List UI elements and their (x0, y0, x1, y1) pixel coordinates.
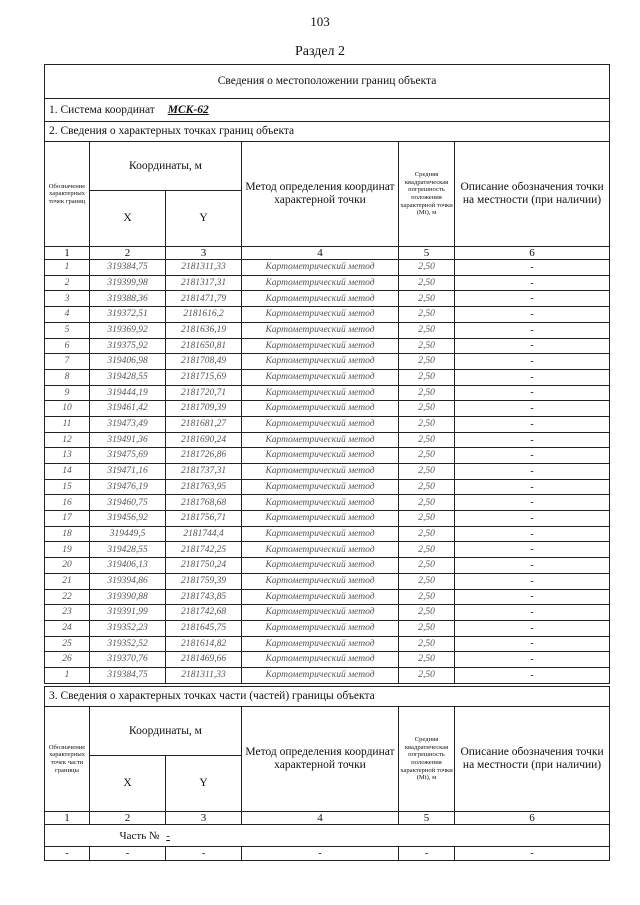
coord-y: 2181742,68 (166, 605, 242, 621)
point-number: 11 (45, 416, 90, 432)
point-number: 16 (45, 495, 90, 511)
coord-y: 2181690,24 (166, 432, 242, 448)
empty-cell: - (166, 847, 242, 861)
point-number: 2 (45, 275, 90, 291)
coord-x: 319475,69 (90, 448, 166, 464)
header-point-id: Обозначение характерных точек границ (45, 142, 90, 247)
col-number: 5 (399, 812, 455, 825)
point-number: 19 (45, 542, 90, 558)
point-number: 23 (45, 605, 90, 621)
point-number: 22 (45, 589, 90, 605)
method: Картометрический метод (242, 338, 399, 354)
table-row (45, 307, 610, 323)
empty-cell: - (455, 847, 610, 861)
description: - (455, 652, 610, 668)
col-number: 5 (399, 247, 455, 260)
coord-y: 2181742,25 (166, 542, 242, 558)
description: - (455, 620, 610, 636)
table-row (45, 401, 610, 417)
method: Картометрический метод (242, 667, 399, 683)
coord-x: 319391,99 (90, 605, 166, 621)
coord-y: 2181650,81 (166, 338, 242, 354)
coord-x: 319460,75 (90, 495, 166, 511)
header-coords: Координаты, м (90, 707, 242, 756)
empty-cell: - (45, 847, 90, 861)
method: Картометрический метод (242, 495, 399, 511)
error-value: 2,50 (399, 464, 455, 480)
point-number: 26 (45, 652, 90, 668)
point-number: 21 (45, 573, 90, 589)
coord-x: 319406,98 (90, 354, 166, 370)
coord-x: 319473,49 (90, 416, 166, 432)
method: Картометрический метод (242, 401, 399, 417)
point-number: 6 (45, 338, 90, 354)
coord-y: 2181708,49 (166, 354, 242, 370)
coord-y: 2181471,79 (166, 291, 242, 307)
error-value: 2,50 (399, 260, 455, 276)
point-number: 25 (45, 636, 90, 652)
method: Картометрический метод (242, 558, 399, 574)
error-value: 2,50 (399, 636, 455, 652)
error-value: 2,50 (399, 432, 455, 448)
table-row (45, 322, 610, 338)
coord-x: 319352,52 (90, 636, 166, 652)
table-title: Сведения о местоположении границ объекта (45, 65, 610, 99)
error-value: 2,50 (399, 589, 455, 605)
description: - (455, 385, 610, 401)
description: - (455, 558, 610, 574)
method: Картометрический метод (242, 479, 399, 495)
method: Картометрический метод (242, 511, 399, 527)
point-number: 8 (45, 369, 90, 385)
table-row (45, 432, 610, 448)
table-row (45, 542, 610, 558)
table-row (45, 260, 610, 276)
point-number: 12 (45, 432, 90, 448)
error-value: 2,50 (399, 307, 455, 323)
part-number-value: - (166, 829, 170, 842)
method: Картометрический метод (242, 542, 399, 558)
method: Картометрический метод (242, 652, 399, 668)
error-value: 2,50 (399, 416, 455, 432)
method: Картометрический метод (242, 636, 399, 652)
coord-x: 319428,55 (90, 542, 166, 558)
error-value: 2,50 (399, 667, 455, 683)
error-value: 2,50 (399, 558, 455, 574)
coord-y: 2181616,2 (166, 307, 242, 323)
error-value: 2,50 (399, 338, 455, 354)
error-value: 2,50 (399, 275, 455, 291)
coord-y: 2181756,71 (166, 511, 242, 527)
part-number-label: Часть № (119, 829, 160, 842)
coordinate-system-value: МСК-62 (167, 103, 209, 116)
header-description: Описание обозначения точки на местности (при наличии) (455, 707, 610, 812)
error-value: 2,50 (399, 542, 455, 558)
section-title: Раздел 2 (294, 44, 346, 59)
coordinate-system-row (45, 99, 610, 122)
coordinate-system-label: 1. Система координат (49, 103, 155, 116)
table-row (45, 291, 610, 307)
error-value: 2,50 (399, 354, 455, 370)
error-value: 2,50 (399, 620, 455, 636)
description: - (455, 448, 610, 464)
coord-y: 2181317,31 (166, 275, 242, 291)
col-number: 6 (455, 812, 610, 825)
coord-y: 2181743,85 (166, 589, 242, 605)
header-x: X (90, 756, 166, 812)
coord-y: 2181645,75 (166, 620, 242, 636)
coord-y: 2181744,4 (166, 526, 242, 542)
coord-x: 319456,92 (90, 511, 166, 527)
header-part-point-id: Обозначение характерных точек части границы (45, 707, 90, 812)
method: Картометрический метод (242, 448, 399, 464)
coord-y: 2181636,19 (166, 322, 242, 338)
method: Картометрический метод (242, 275, 399, 291)
description: - (455, 401, 610, 417)
coord-y: 2181720,71 (166, 385, 242, 401)
error-value: 2,50 (399, 401, 455, 417)
coord-x: 319352,23 (90, 620, 166, 636)
col-number: 1 (45, 812, 90, 825)
point-number: 24 (45, 620, 90, 636)
description: - (455, 636, 610, 652)
error-value: 2,50 (399, 291, 455, 307)
error-value: 2,50 (399, 479, 455, 495)
coord-y: 2181469,66 (166, 652, 242, 668)
table-row (45, 354, 610, 370)
coord-x: 319444,19 (90, 385, 166, 401)
table-row (45, 636, 610, 652)
page-number: 103 (310, 14, 330, 29)
error-value: 2,50 (399, 369, 455, 385)
table-row (45, 448, 610, 464)
boundary-table (44, 64, 610, 684)
table-row (45, 558, 610, 574)
table-row (45, 495, 610, 511)
description: - (455, 432, 610, 448)
description: - (455, 275, 610, 291)
table-row (45, 573, 610, 589)
part-spacer (45, 825, 90, 847)
error-value: 2,50 (399, 448, 455, 464)
point-number: 1 (45, 667, 90, 683)
description: - (455, 369, 610, 385)
method: Картометрический метод (242, 620, 399, 636)
point-number: 9 (45, 385, 90, 401)
coord-x: 319471,16 (90, 464, 166, 480)
method: Картометрический метод (242, 589, 399, 605)
coord-x: 319491,36 (90, 432, 166, 448)
table-row (45, 589, 610, 605)
header-error: Средняя квадратическая погрешность положения характерной точки (Mt), м (399, 142, 455, 247)
coord-x: 319406,13 (90, 558, 166, 574)
coord-y: 2181737,31 (166, 464, 242, 480)
method: Картометрический метод (242, 322, 399, 338)
point-number: 7 (45, 354, 90, 370)
coord-y: 2181311,33 (166, 667, 242, 683)
header-description: Описание обозначения точки на местности (при наличии) (455, 142, 610, 247)
description: - (455, 416, 610, 432)
coord-y: 2181768,68 (166, 495, 242, 511)
coord-x: 319461,42 (90, 401, 166, 417)
header-x: X (90, 191, 166, 247)
coord-x: 319369,92 (90, 322, 166, 338)
method: Картометрический метод (242, 369, 399, 385)
point-number: 4 (45, 307, 90, 323)
coord-x: 319390,88 (90, 589, 166, 605)
coord-y: 2181750,24 (166, 558, 242, 574)
error-value: 2,50 (399, 495, 455, 511)
method: Картометрический метод (242, 526, 399, 542)
description: - (455, 511, 610, 527)
point-number: 3 (45, 291, 90, 307)
coord-y: 2181614,82 (166, 636, 242, 652)
point-number: 15 (45, 479, 90, 495)
table-row (45, 667, 610, 683)
col-number: 4 (242, 812, 399, 825)
point-number: 14 (45, 464, 90, 480)
error-value: 2,50 (399, 573, 455, 589)
block3-title: 3. Сведения о характерных точках части (частей) границы объекта (45, 687, 610, 707)
empty-cell: - (242, 847, 399, 861)
description: - (455, 573, 610, 589)
coord-y: 2181715,69 (166, 369, 242, 385)
table-row (45, 369, 610, 385)
col-number: 2 (90, 247, 166, 260)
col-number: 2 (90, 812, 166, 825)
table-row (45, 416, 610, 432)
coord-x: 319428,55 (90, 369, 166, 385)
description: - (455, 307, 610, 323)
point-number: 17 (45, 511, 90, 527)
description: - (455, 464, 610, 480)
coord-x: 319384,75 (90, 667, 166, 683)
part-number-row (90, 825, 610, 847)
coord-x: 319449,5 (90, 526, 166, 542)
table-row (45, 620, 610, 636)
error-value: 2,50 (399, 511, 455, 527)
table-row (45, 511, 610, 527)
coord-x: 319370,76 (90, 652, 166, 668)
description: - (455, 542, 610, 558)
coord-x: 319476,19 (90, 479, 166, 495)
method: Картометрический метод (242, 605, 399, 621)
header-coords: Координаты, м (90, 142, 242, 191)
method: Картометрический метод (242, 260, 399, 276)
coord-y: 2181726,86 (166, 448, 242, 464)
col-number: 3 (166, 812, 242, 825)
header-error: Средняя квадратическая погрешность положения характерной точки (Mt), м (399, 707, 455, 812)
description: - (455, 260, 610, 276)
method: Картометрический метод (242, 573, 399, 589)
col-number: 6 (455, 247, 610, 260)
header-method: Метод определения координат характерной точки (242, 707, 399, 812)
method: Картометрический метод (242, 354, 399, 370)
header-method: Метод определения координат характерной точки (242, 142, 399, 247)
table-row (45, 275, 610, 291)
point-number: 18 (45, 526, 90, 542)
header-y: Y (166, 756, 242, 812)
header-y: Y (166, 191, 242, 247)
method: Картометрический метод (242, 432, 399, 448)
error-value: 2,50 (399, 605, 455, 621)
description: - (455, 605, 610, 621)
table-row (45, 605, 610, 621)
description: - (455, 479, 610, 495)
method: Картометрический метод (242, 291, 399, 307)
table-row (45, 479, 610, 495)
method: Картометрический метод (242, 385, 399, 401)
error-value: 2,50 (399, 385, 455, 401)
coord-x: 319394,86 (90, 573, 166, 589)
table-row (45, 652, 610, 668)
empty-cell: - (399, 847, 455, 861)
table-row (45, 526, 610, 542)
point-number: 10 (45, 401, 90, 417)
description: - (455, 322, 610, 338)
description: - (455, 354, 610, 370)
col-number: 1 (45, 247, 90, 260)
coord-x: 319388,36 (90, 291, 166, 307)
coord-y: 2181709,39 (166, 401, 242, 417)
description: - (455, 495, 610, 511)
part-boundary-table (44, 686, 610, 861)
error-value: 2,50 (399, 322, 455, 338)
description: - (455, 338, 610, 354)
col-number: 4 (242, 247, 399, 260)
coord-x: 319384,75 (90, 260, 166, 276)
method: Картометрический метод (242, 416, 399, 432)
empty-cell: - (90, 847, 166, 861)
description: - (455, 526, 610, 542)
point-number: 5 (45, 322, 90, 338)
coord-y: 2181759,39 (166, 573, 242, 589)
coord-x: 319375,92 (90, 338, 166, 354)
block2-title: 2. Сведения о характерных точках границ объекта (45, 122, 610, 142)
col-number: 3 (166, 247, 242, 260)
point-number: 13 (45, 448, 90, 464)
coord-y: 2181763,95 (166, 479, 242, 495)
description: - (455, 667, 610, 683)
coord-x: 319372,51 (90, 307, 166, 323)
coord-y: 2181681,27 (166, 416, 242, 432)
table-row (45, 338, 610, 354)
error-value: 2,50 (399, 526, 455, 542)
point-number: 1 (45, 260, 90, 276)
description: - (455, 291, 610, 307)
table-row (45, 385, 610, 401)
table-row (45, 464, 610, 480)
description: - (455, 589, 610, 605)
point-number: 20 (45, 558, 90, 574)
coord-y: 2181311,33 (166, 260, 242, 276)
method: Картометрический метод (242, 307, 399, 323)
method: Картометрический метод (242, 464, 399, 480)
error-value: 2,50 (399, 652, 455, 668)
coord-x: 319399,98 (90, 275, 166, 291)
